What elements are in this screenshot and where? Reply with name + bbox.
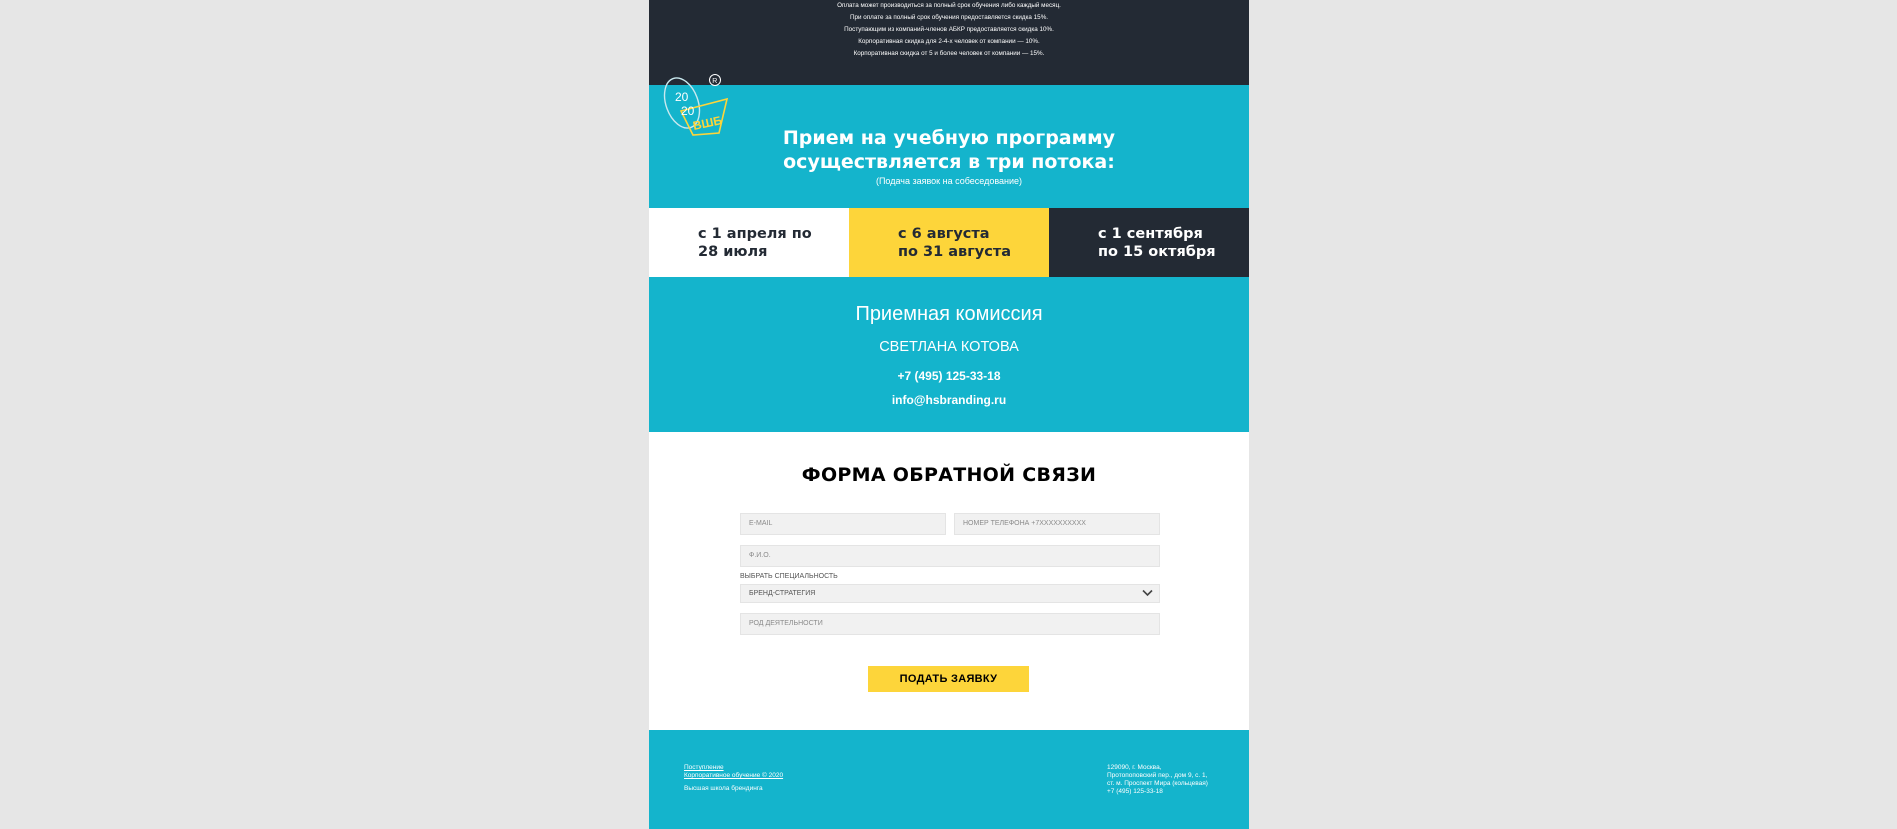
address-line: Протопоповский пер., дом 9, с. 1, <box>1107 772 1208 779</box>
hero-title <box>649 126 1249 174</box>
discount-line: При оплате за полный срок обучения предоставляется скидка 15%. <box>849 14 1049 21</box>
logo-year-bottom: 20 <box>681 104 695 118</box>
hero-title-line: Прием на учебную программу <box>782 127 1116 149</box>
period-text: с 6 августа <box>898 226 990 242</box>
hero-subtitle: (Подача заявок на собеседование) <box>875 176 1023 186</box>
address-line: +7 (495) 125-33-18 <box>1107 788 1163 795</box>
footer-address <box>1107 764 1208 796</box>
footer-link-admission[interactable]: Поступление <box>684 764 724 771</box>
logo-year-top: 20 <box>675 90 689 104</box>
footer-link-corporate[interactable]: Корпоративное обучение © 2020 <box>684 772 784 779</box>
contact-title: Приемная комиссия <box>855 303 1043 325</box>
period-text: 28 июля <box>698 244 768 260</box>
contact-name: СВЕТЛАНА КОТОВА <box>879 339 1019 355</box>
discount-line: Оплата может производиться за полный срок обучения либо каждый месяц. <box>837 2 1061 9</box>
email-field[interactable]: E-MAIL <box>740 513 946 535</box>
period-text: по 15 октября <box>1098 244 1216 260</box>
period-text: по 31 августа <box>898 244 1012 260</box>
specialty-label: ВЫБРАТЬ СПЕЦИАЛЬНОСТЬ <box>740 573 838 580</box>
admission-periods <box>649 208 1249 277</box>
full-name-field[interactable]: Ф.И.О. <box>740 545 1160 567</box>
period-1 <box>649 208 849 277</box>
discount-line: Корпоративная скидка для 2-4-х человек от компании — 10%. <box>858 38 1040 45</box>
period-2 <box>849 208 1049 277</box>
period-text: с 1 сентября <box>1098 226 1203 242</box>
phone-field[interactable]: НОМЕР ТЕЛЕФОНА +7XXXXXXXXXX <box>954 513 1160 535</box>
chevron-down-icon <box>1142 589 1153 597</box>
logo-brand: ВШБ <box>691 113 724 133</box>
footer-links <box>684 764 783 780</box>
hero-title-line: осуществляется в три потока: <box>783 151 1115 173</box>
form-title: ФОРМА ОБРАТНОЙ СВЯЗИ <box>801 464 1097 486</box>
address-line: ст. м. Проспект Мира (кольцевая) <box>1107 780 1208 787</box>
address-line: 129090, г. Москва, <box>1107 764 1162 771</box>
specialty-value: БРЕНД-СТРАТЕГИЯ <box>749 590 816 597</box>
contact-email-link[interactable]: info@hsbranding.ru <box>891 393 1007 407</box>
period-3 <box>1049 208 1249 277</box>
specialty-select[interactable] <box>740 584 1160 603</box>
discount-line: Корпоративная скидка от 5 и более человек от компании — 15%. <box>853 50 1045 57</box>
footer <box>649 730 1249 829</box>
admissions-contact <box>649 277 1249 432</box>
footer-school-name: Высшая школа брендинга <box>684 785 763 792</box>
occupation-field[interactable]: РОД ДЕЯТЕЛЬНОСТИ <box>740 613 1160 635</box>
period-text: с 1 апреля по <box>698 226 812 242</box>
registered-mark: R <box>712 78 718 85</box>
discount-line: Поступающим из компаний-членов АБКР предоставляется скидка 10%. <box>844 26 1054 33</box>
email-page <box>649 0 1249 829</box>
submit-button[interactable]: ПОДАТЬ ЗАЯВКУ <box>868 666 1029 692</box>
contact-phone[interactable]: +7 (495) 125-33-18 <box>897 369 1001 383</box>
